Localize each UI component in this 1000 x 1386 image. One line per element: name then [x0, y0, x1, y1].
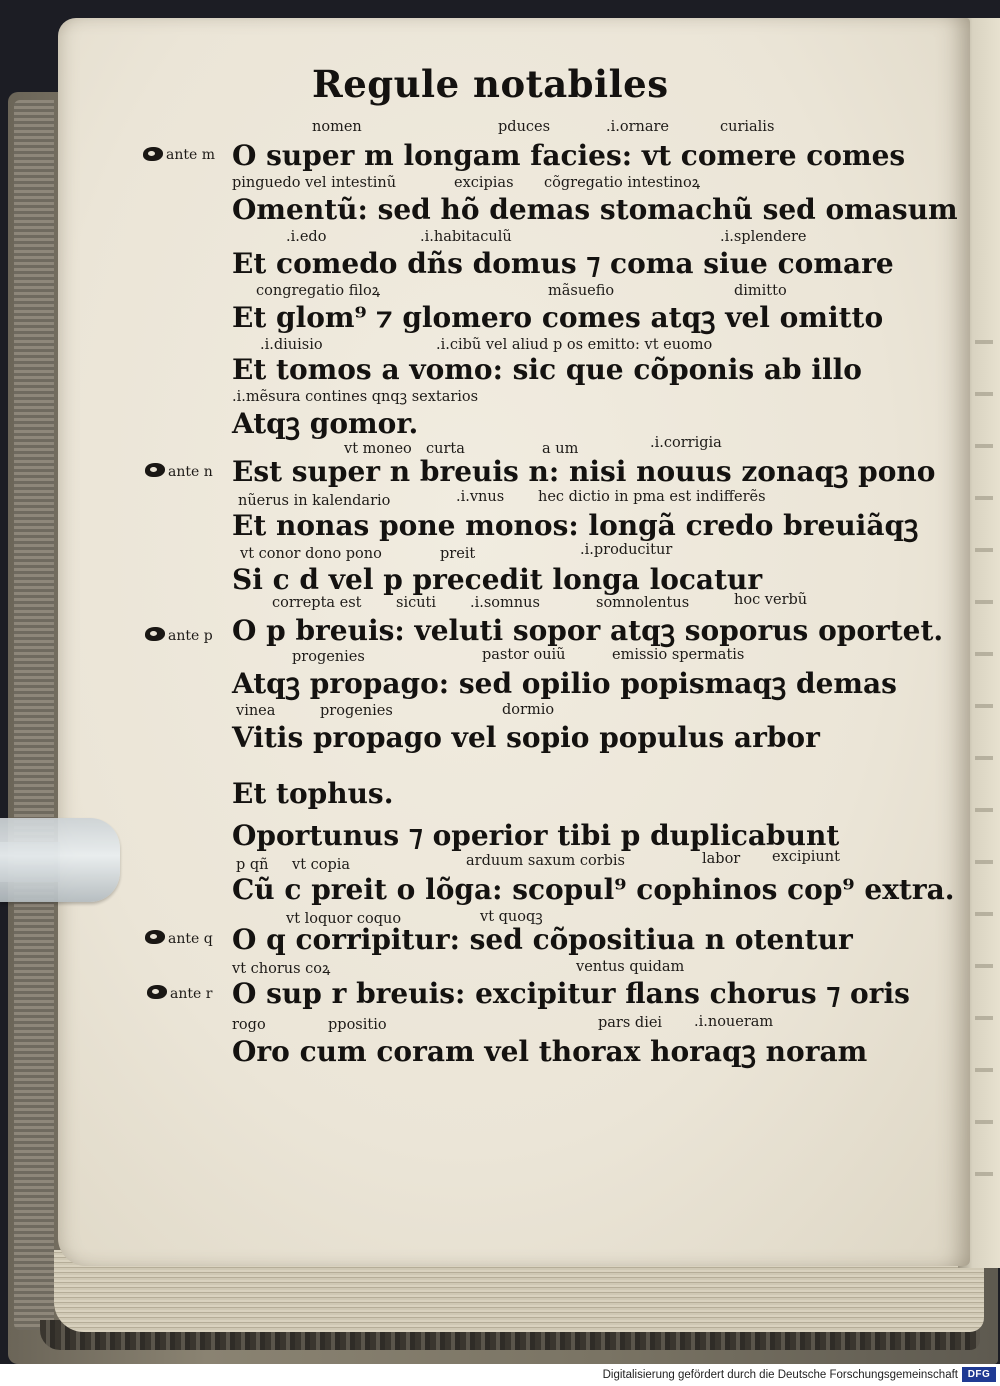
gloss: emissio spermatis	[612, 647, 745, 663]
gloss: vt loquor coquo	[286, 911, 402, 927]
gloss: p qñ	[236, 857, 269, 873]
gloss: excipiunt	[772, 849, 840, 865]
gloss: somnolentus	[596, 595, 690, 611]
manicule-icon	[143, 147, 163, 161]
page-title: Regule notabiles	[312, 62, 669, 106]
gloss: dormio	[502, 702, 555, 718]
gloss: rogo	[232, 1017, 266, 1033]
gloss: ppositio	[328, 1017, 387, 1033]
margin-note: ante m	[166, 147, 215, 163]
facing-page-bleed	[975, 300, 993, 1200]
gloss: a um	[542, 441, 579, 457]
gloss: curta	[426, 441, 465, 457]
funding-credit: Digitalisierung gefördert durch die Deutsche Forschungsgemeinschaft	[602, 1369, 958, 1381]
gloss: vt quoqꝫ	[480, 909, 543, 925]
margin-note: ante n	[168, 464, 213, 480]
verse-line: O p breuis: veluti sopor atqꝫ soporus oportet.	[232, 614, 944, 647]
gloss: pinguedo vel intestinũ	[232, 175, 397, 191]
gloss: labor	[702, 851, 741, 867]
gloss: correpta est	[272, 595, 362, 611]
verse-line: Cũ c preit o lõga: scopul⁹ cophinos cop⁹ extra.	[232, 873, 955, 906]
gloss: hec dictio in pma est indifferẽs	[538, 489, 766, 505]
gloss: .i.diuisio	[260, 337, 323, 353]
gloss: curialis	[720, 119, 775, 135]
gloss: excipias	[454, 175, 514, 191]
gloss: .i.somnus	[470, 595, 540, 611]
gloss: .i.noueram	[694, 1014, 774, 1030]
verse-line: Atqꝫ gomor.	[232, 407, 419, 440]
gloss: mãsuefio	[548, 283, 615, 299]
margin-note: ante p	[168, 628, 213, 644]
gloss: preit	[440, 546, 476, 562]
verse-line: Et comedo dñs domus ⁊ coma siue comare	[232, 247, 894, 280]
verse-line: Si c d vel p precedit longa locatur	[232, 563, 763, 596]
gloss: vt copia	[292, 857, 351, 873]
gloss: vt chorus coꝝ	[232, 961, 331, 977]
gloss: hoc verbũ	[734, 592, 808, 608]
book-spine-edge	[14, 100, 54, 1330]
verse-line: O q corripitur: sed cõpositiua n otentur	[232, 923, 853, 956]
gloss: ventus quidam	[576, 959, 685, 975]
verse-line: Atqꝫ propago: sed opilio popismaqꝫ demas	[232, 667, 897, 700]
gloss: arduum saxum corbis	[466, 853, 625, 869]
dfg-logo: DFG	[962, 1367, 996, 1382]
gloss: nomen	[312, 119, 362, 135]
gloss: nũerus in kalendario	[238, 493, 391, 509]
gloss: vt conor dono pono	[240, 546, 382, 562]
verse-line: Et tophus.	[232, 777, 394, 810]
gloss: .i.corrigia	[650, 435, 722, 451]
gloss: vt moneo	[344, 441, 412, 457]
verse-line: O sup r breuis: excipitur flans chorus ⁊ oris	[232, 977, 910, 1010]
gloss: .i.ornare	[606, 119, 670, 135]
verse-line: O super m longam facies: vt comere comes	[232, 139, 906, 172]
gloss: .i.vnus	[456, 489, 505, 505]
verse-line: Oro cum coram vel thorax horaqꝫ noram	[232, 1035, 868, 1068]
gloss: .i.mẽsura contines qnqꝫ sextarios	[232, 389, 479, 405]
gloss: .i.edo	[286, 229, 327, 245]
margin-note: ante q	[168, 931, 213, 947]
manicule-icon	[145, 463, 165, 477]
gloss: .i.cibũ vel aliud p os emitto: vt euomo	[436, 337, 713, 353]
gloss: dimitto	[734, 283, 787, 299]
page-clip	[0, 818, 120, 902]
verse-line: Et nonas pone monos: longã credo breuiãqꝫ	[232, 509, 919, 542]
gloss: .i.habitaculũ	[420, 229, 512, 245]
verse-line: Est super n breuis n: nisi nouus zonaqꝫ pono	[232, 455, 936, 488]
verse-line: Et tomos a vomo: sic que cõponis ab illo	[232, 353, 862, 386]
verse-line: Oportunus ⁊ operior tibi p duplicabunt	[232, 819, 840, 852]
gloss: pastor ouiũ	[482, 647, 566, 663]
gloss: progenies	[292, 649, 365, 665]
manicule-icon	[145, 627, 165, 641]
gloss: pars diei	[598, 1015, 663, 1031]
manicule-icon	[147, 985, 167, 999]
verse-line: Omentũ: sed hõ demas stomachũ sed omasum	[232, 193, 958, 226]
gloss: vinea	[236, 703, 276, 719]
gloss: congregatio filoꝝ	[256, 283, 381, 299]
manicule-icon	[145, 930, 165, 944]
verse-line: Et glom⁹ ⁊ glomero comes atqꝫ vel omitto	[232, 301, 884, 334]
gloss: cõgregatio intestinoꝝ	[544, 175, 701, 191]
gloss: sicuti	[396, 595, 437, 611]
gloss: .i.producitur	[580, 542, 673, 558]
gloss: progenies	[320, 703, 393, 719]
gloss: .i.splendere	[720, 229, 807, 245]
gloss: pduces	[498, 119, 551, 135]
margin-note: ante r	[170, 986, 213, 1002]
verse-line: Vitis propago vel sopio populus arbor	[232, 721, 820, 754]
